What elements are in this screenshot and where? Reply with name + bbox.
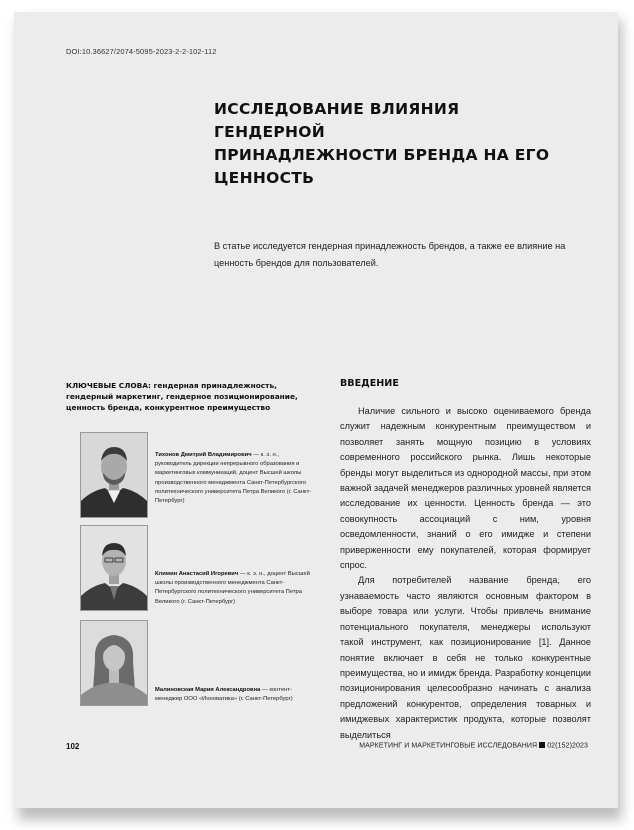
author-info: — к. э. н., доцент Высшей школы производственного менеджмента Санкт-Петербургского политехнического университета Петра Великого (г. Санкт-Петербург) — [155, 571, 310, 605]
title-line: ПРИНАДЛЕЖНОСТИ БРЕНДА НА ЕГО — [214, 146, 550, 164]
section-heading: ВВЕДЕНИЕ — [340, 378, 399, 389]
author-bio — [155, 451, 317, 506]
author-name: Тихонов Дмитрий Владимирович — [155, 452, 252, 458]
author-name: Малиновская Мария Александровна — [155, 687, 261, 693]
author-name: Климин Анастасий Игоревич — [155, 571, 239, 577]
doi-line: DOI:10.36627/2074-5095-2023-2-2-102-112 — [66, 47, 217, 56]
title-line: ИССЛЕДОВАНИЕ ВЛИЯНИЯ ГЕНДЕРНОЙ — [214, 100, 460, 141]
author-bio — [155, 570, 317, 607]
author-bio — [155, 686, 317, 704]
paragraph: Наличие сильного и высоко оцениваемого бренда служит надежным конкурентным преимуществом и позволяет занять мощную позицию в условиях современного российского рынка. Лишь некоторые бренды могут выделиться из однородной массы, при этом важной задачей менеджеров различных уровней является исследование их ценности. Ценность бренда — это совокупность ассоциаций с ним, уровня осведомленности, знаний о его имидже и степени приверженности ему покупателей, которая формирует спрос. — [340, 406, 591, 571]
paragraph: Для потребителей название бренда, его узнаваемость часто являются основным фактором в выборе товара или услуги. Чтобы привлечь внимание потенциального покупателя, менеджеры используют такой инструмент, как позиционирование [1]. Данное понятие включает в себя не только конкурентные преимущества, но и имидж бренда. Разработку концепции позиционирования целесообразно начинать с анализа предложений конкурентов, определения товарных и имиджевых характеристик продукта, которые позволят выделиться — [340, 575, 591, 740]
author-photo — [80, 525, 148, 611]
abstract: В статье исследуется гендерная принадлежность брендов, а также ее влияние на ценность брендов для пользователей. — [214, 241, 566, 268]
keywords: КЛЮЧЕВЫЕ СЛОВА: гендерная принадлежность, гендерный маркетинг, гендерное позиционирование, ценность бренда, конкурентное преимущество — [66, 381, 298, 412]
body-text — [340, 404, 591, 743]
issue-number: 02(152)2023 — [547, 742, 588, 750]
author-info: — к. э. н., руководитель дирекции непрерывного образования и маркетинговых коммуникаций, доцент Высшей школы производственного менеджмента Санкт-Петербургского политехнического университета Петра Великого (г. Санкт-Петербург) — [155, 452, 312, 505]
article-title — [214, 98, 574, 190]
author-photo — [80, 432, 148, 518]
page-number: 102 — [66, 742, 80, 751]
running-footer — [359, 742, 588, 750]
author-photo — [80, 620, 148, 706]
title-line: ЦЕННОСТЬ — [214, 169, 315, 187]
square-bullet-icon — [539, 742, 545, 748]
journal-name: МАРКЕТИНГ И МАРКЕТИНГОВЫЕ ИССЛЕДОВАНИЯ — [359, 742, 538, 750]
author-info: — контент-менеджер ООО «Инноватика» (г. Санкт-Петербург) — [155, 687, 293, 703]
